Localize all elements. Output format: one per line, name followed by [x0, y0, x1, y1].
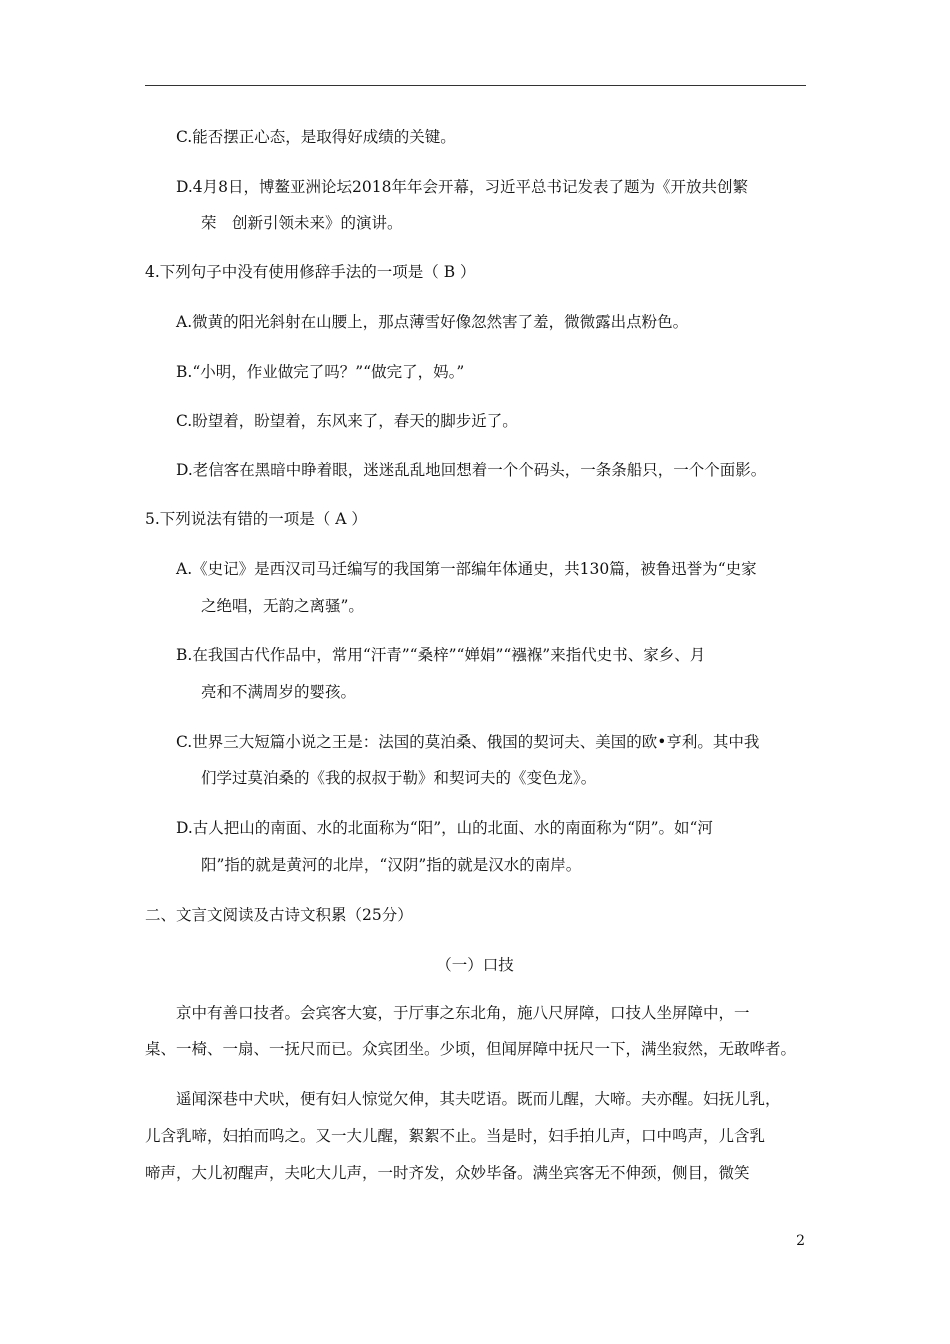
option-5d-cont: 阳”指的就是黄河的北岸，“汉阴”指的就是汉水的南岸。	[201, 856, 582, 874]
section-heading: 二、文言文阅读及古诗文积累（25分）	[145, 906, 413, 924]
passage-line: 桌、一椅、一扇、一抚尺而已。众宾团坐。少顷，但闻屏障中抚尺一下，满坐寂然，无敢哗者。	[145, 1040, 797, 1058]
passage-line: 京中有善口技者。会宾客大宴，于厅事之东北角，施八尺屏障，口技人坐屏障中，一	[176, 1004, 750, 1022]
page-number: 2	[796, 1233, 805, 1249]
option-5a: A.《史记》是西汉司马迁编写的我国第一部编年体通史，共130篇，被鲁迅誉为“史家	[176, 560, 757, 578]
option-5c: C.世界三大短篇小说之王是：法国的莫泊桑、俄国的契诃夫、美国的欧•亨利。其中我	[176, 733, 760, 751]
question-5: 5.下列说法有错的一项是（ A ）	[145, 510, 367, 528]
option-5c-cont: 们学过莫泊桑的《我的叔叔于勒》和契诃夫的《变色龙》。	[201, 769, 597, 787]
passage-line: 遥闻深巷中犬吠，便有妇人惊觉欠伸，其夫呓语。既而儿醒，大啼。夫亦醒。妇抚儿乳，	[176, 1090, 781, 1108]
option-5b: B.在我国古代作品中，常用“汗青”“桑梓”“婵娟”“襁褓”来指代史书、家乡、月	[176, 646, 706, 664]
option-3d: D.4月8日，博鳌亚洲论坛2018年年会开幕，习近平总书记发表了题为《开放共创繁	[176, 178, 748, 196]
question-4: 4.下列句子中没有使用修辞手法的一项是（ B ）	[145, 263, 476, 281]
passage-line: 啼声，大儿初醒声，夫叱大儿声，一时齐发，众妙毕备。满坐宾客无不伸颈，侧目，微笑	[145, 1164, 750, 1182]
option-4c: C.盼望着，盼望着，东风来了，春天的脚步近了。	[176, 412, 518, 430]
option-3c: C.能否摆正心态，是取得好成绩的关键。	[176, 128, 456, 146]
option-5a-cont: 之绝唱，无韵之离骚”。	[201, 597, 364, 615]
option-4d: D.老信客在黑暗中睁着眼，迷迷乱乱地回想着一个个码头，一条条船只，一个个面影。	[176, 461, 767, 479]
option-4b: B.“小明，作业做完了吗？”“做完了，妈。”	[176, 363, 465, 381]
passage-title: （一）口技	[436, 956, 514, 974]
option-5b-cont: 亮和不满周岁的婴孩。	[201, 683, 357, 701]
passage-line: 儿含乳啼，妇拍而呜之。又一大儿醒，絮絮不止。当是时，妇手拍儿声，口中鸣声，儿含乳	[145, 1127, 766, 1145]
option-4a: A.微黄的阳光斜射在山腰上，那点薄雪好像忽然害了羞，微微露出点粉色。	[176, 313, 689, 331]
header-rule	[145, 85, 806, 86]
option-5d: D.古人把山的南面、水的北面称为“阳”，山的北面、水的南面称为“阴”。如“河	[176, 819, 713, 837]
option-3d-cont: 荣 创新引领未来》的演讲。	[201, 214, 403, 232]
